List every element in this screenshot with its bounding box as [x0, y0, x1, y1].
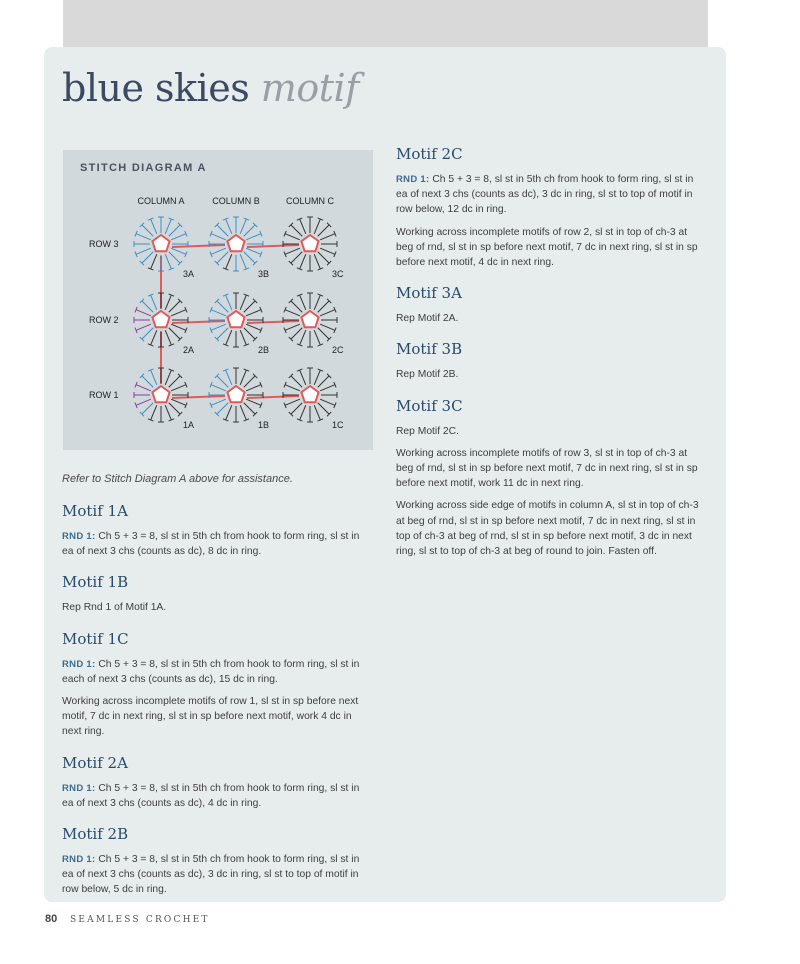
stitch-mark — [318, 376, 329, 387]
motif-label: 3A — [183, 269, 195, 279]
stitch-mark — [142, 301, 153, 312]
stitch-mark — [240, 254, 246, 269]
stitch-mark — [244, 328, 255, 339]
column-label: COLUMN C — [285, 196, 335, 206]
stitch-mark — [246, 385, 261, 391]
round-label: RND 1: — [62, 854, 96, 866]
instruction-text: Ch 5 + 3 = 8, sl st in 5th ch from hook to form ring, sl st in ea of next 3 chs (counts as dc), 8 dc in ring. — [62, 531, 360, 558]
row-label: ROW 3 — [89, 239, 119, 249]
stitch-mark — [320, 234, 335, 240]
instructions-right-column — [396, 144, 706, 572]
stitch-mark — [151, 370, 157, 385]
stitch-mark — [142, 225, 153, 236]
stitch-mark — [300, 330, 306, 345]
diagram-title: STITCH DIAGRAM A — [80, 162, 207, 174]
instruction-text: Rep Motif 2C. — [396, 425, 459, 437]
motif-ring — [301, 235, 318, 251]
section-heading: Motif 1B — [62, 573, 129, 592]
stitch-mark — [142, 403, 153, 414]
stitch-mark — [165, 405, 171, 420]
instruction-paragraph — [396, 225, 706, 271]
stitch-mark — [320, 324, 335, 330]
motif-label: 1B — [258, 420, 270, 430]
stitch-mark — [226, 254, 232, 269]
stitch-mark — [314, 405, 320, 420]
stitch-mark — [171, 385, 186, 391]
motif-label: 3C — [332, 269, 344, 279]
instruction-paragraph — [396, 424, 706, 439]
stitch-mark — [151, 295, 157, 310]
page-number: 80 — [45, 913, 58, 925]
instruction-text: Working across incomplete motifs of row 1, sl st in sp before next motif, 7 dc in next ring, sl st in sp before next motif, work 4 dc in next ring. — [62, 696, 359, 738]
stitch-mark — [151, 254, 157, 269]
join-line — [247, 245, 299, 247]
stitch-mark — [171, 248, 186, 254]
join-line — [172, 245, 225, 247]
top-band — [63, 0, 708, 47]
stitch-mark — [320, 248, 335, 254]
instruction-text: Ch 5 + 3 = 8, sl st in 5th ch from hook to form ring, sl st in ea of next 3 chs (counts as dc), 3 dc in ring, sl st to top of motif in row below, 5 dc in ring. — [62, 854, 360, 896]
stitch-mark — [169, 376, 180, 387]
stitch-mark — [300, 405, 306, 420]
instruction-text: Working across incomplete motifs of row 3, sl st in top of ch-3 at beg of rnd, sl st in sp before next motif, 7 dc in next ring, sl st in sp before next motif, work 11 dc in next ring. — [396, 447, 698, 490]
section-heading: Motif 2A — [62, 753, 128, 772]
stitch-mark — [314, 370, 320, 385]
stitch-mark — [211, 310, 226, 316]
join-line — [172, 396, 225, 398]
stitch-mark — [314, 330, 320, 345]
stitch-mark — [165, 254, 171, 269]
stitch-mark — [169, 252, 180, 263]
stitch-mark — [171, 234, 186, 240]
stitch-mark — [244, 376, 255, 387]
instruction-paragraph — [62, 657, 372, 687]
stitch-mark — [300, 219, 306, 234]
motif-ring — [152, 235, 169, 251]
stitch-mark — [151, 330, 157, 345]
motif-ring — [301, 386, 318, 402]
stitch-mark — [244, 225, 255, 236]
instruction-text: Ch 5 + 3 = 8, sl st in 5th ch from hook to form ring, sl st in each of next 3 chs (counts as dc), 15 dc in ring. — [62, 658, 360, 685]
stitch-mark — [136, 324, 151, 330]
stitch-mark — [136, 399, 151, 405]
stitch-mark — [211, 248, 226, 254]
stitch-mark — [171, 310, 186, 316]
instruction-paragraph — [396, 367, 706, 382]
instruction-paragraph — [396, 446, 706, 492]
instruction-text: Ch 5 + 3 = 8, sl st in 5th ch from hook to form ring, sl st in ea of next 3 chs (counts as dc), 3 dc in ring, sl st to top of motif in row below, 12 dc in ring. — [396, 174, 694, 216]
stitch-mark — [136, 385, 151, 391]
stitch-mark — [171, 324, 186, 330]
stitch-mark — [285, 310, 300, 316]
stitch-mark — [300, 295, 306, 310]
stitch-mark — [211, 399, 226, 405]
motif-ring — [227, 235, 244, 251]
stitch-mark — [226, 370, 232, 385]
join-line — [247, 321, 299, 323]
stitch-mark — [217, 225, 228, 236]
stitch-mark — [169, 403, 180, 414]
instruction-text: Rep Motif 2B. — [396, 369, 459, 381]
stitch-mark — [285, 399, 300, 405]
instruction-paragraph — [396, 172, 706, 218]
stitch-mark — [246, 310, 261, 316]
instruction-text: Rep Motif 2A. — [396, 313, 459, 325]
section-heading: Motif 3A — [396, 284, 462, 303]
stitch-mark — [240, 219, 246, 234]
stitch-mark — [314, 254, 320, 269]
row-label: ROW 2 — [89, 315, 119, 325]
round-label: RND 1: — [396, 174, 430, 185]
stitch-mark — [136, 234, 151, 240]
instruction-paragraph — [62, 600, 372, 615]
stitch-mark — [318, 328, 329, 339]
stitch-mark — [240, 330, 246, 345]
stitch-mark — [246, 234, 261, 240]
instruction-paragraph — [62, 694, 372, 740]
stitch-mark — [320, 310, 335, 316]
join-line — [172, 321, 225, 323]
stitch-mark — [291, 225, 302, 236]
stitch-mark — [165, 330, 171, 345]
section-heading: Motif 2C — [396, 145, 463, 163]
stitch-mark — [285, 234, 300, 240]
stitch-mark — [320, 385, 335, 391]
stitch-mark — [285, 248, 300, 254]
stitch-mark — [246, 324, 261, 330]
stitch-mark — [211, 385, 226, 391]
motif-ring — [152, 311, 169, 327]
stitch-mark — [165, 295, 171, 310]
stitch-mark — [240, 405, 246, 420]
instruction-paragraph — [62, 529, 372, 559]
section-heading: Motif 2B — [62, 825, 129, 844]
motif-label: 3B — [258, 269, 270, 279]
stitch-mark — [217, 301, 228, 312]
stitch-mark — [217, 403, 228, 414]
motif-label: 1C — [332, 420, 344, 430]
motif-ring — [301, 311, 318, 327]
column-label: COLUMN A — [137, 196, 185, 206]
stitch-mark — [169, 328, 180, 339]
stitch-mark — [151, 405, 157, 420]
stitch-mark — [244, 403, 255, 414]
diagram-note: Refer to Stitch Diagram A above for assistance. — [62, 473, 293, 485]
stitch-mark — [171, 399, 186, 405]
row-label: ROW 1 — [89, 390, 119, 400]
stitch-mark — [151, 219, 157, 234]
instruction-text: Working across side edge of motifs in column A, sl st in top of ch-3 at beg of rnd, sl st in sp before next motif, 7 dc in next ring, sl st in top of ch-3 at beg of rnd, sl st in sp before next motif, 3 dc in next ring, sl st to top of ch-3 at beg of round to join. Fasten off. — [396, 500, 699, 558]
stitch-mark — [291, 252, 302, 263]
stitch-mark — [165, 370, 171, 385]
motif-ring — [152, 386, 169, 402]
stitch-mark — [211, 324, 226, 330]
stitch-mark — [320, 399, 335, 405]
page-title — [62, 66, 359, 110]
stitch-mark — [285, 385, 300, 391]
motif-ring — [227, 311, 244, 327]
stitch-mark — [285, 324, 300, 330]
stitch-mark — [291, 328, 302, 339]
instruction-paragraph — [396, 498, 706, 559]
stitch-mark — [136, 310, 151, 316]
section-heading: Motif 1A — [62, 502, 128, 520]
stitch-mark — [314, 295, 320, 310]
instruction-text: Ch 5 + 3 = 8, sl st in 5th ch from hook to form ring, sl st in ea of next 3 chs (counts as dc), 4 dc in ring. — [62, 782, 360, 809]
stitch-mark — [314, 219, 320, 234]
stitch-mark — [226, 330, 232, 345]
stitch-mark — [142, 376, 153, 387]
instructions-left-column — [62, 472, 372, 911]
stitch-mark — [318, 225, 329, 236]
motif-label: 2C — [332, 345, 344, 355]
motif-label: 1A — [183, 420, 195, 430]
motif-label: 2B — [258, 345, 270, 355]
stitch-mark — [226, 405, 232, 420]
diagram-drawing — [63, 150, 373, 450]
instruction-paragraph — [62, 781, 372, 811]
stitch-mark — [136, 248, 151, 254]
stitch-mark — [246, 248, 261, 254]
round-label: RND 1: — [62, 658, 96, 670]
stitch-mark — [240, 370, 246, 385]
section-heading: Motif 3C — [396, 396, 463, 415]
instruction-paragraph — [396, 311, 706, 326]
stitch-mark — [217, 252, 228, 263]
stitch-diagram — [63, 150, 373, 450]
stitch-mark — [244, 252, 255, 263]
instruction-text: Working across incomplete motifs of row 2, sl st in top of ch-3 at beg of rnd, sl st in sp before next motif, 7 dc in next ring, sl st in sp before next motif, 4 dc in next ring. — [396, 226, 698, 269]
round-label: RND 1: — [62, 782, 96, 794]
stitch-mark — [318, 301, 329, 312]
motif-ring — [227, 386, 244, 402]
title-main: blue skies — [62, 66, 250, 110]
stitch-mark — [217, 328, 228, 339]
stitch-mark — [244, 301, 255, 312]
stitch-mark — [291, 403, 302, 414]
section-heading: Motif 1C — [62, 629, 129, 648]
stitch-mark — [240, 295, 246, 310]
stitch-mark — [169, 301, 180, 312]
stitch-mark — [142, 252, 153, 263]
stitch-mark — [142, 328, 153, 339]
section-heading: Motif 3B — [396, 340, 463, 359]
stitch-mark — [318, 403, 329, 414]
stitch-mark — [217, 376, 228, 387]
stitch-mark — [300, 370, 306, 385]
stitch-mark — [211, 234, 226, 240]
stitch-mark — [246, 399, 261, 405]
book-title: SEAMLESS CROCHET — [70, 915, 210, 925]
stitch-mark — [226, 219, 232, 234]
join-line — [247, 396, 299, 398]
round-label: RND 1: — [62, 531, 96, 542]
motif-label: 2A — [183, 345, 195, 355]
stitch-mark — [291, 376, 302, 387]
stitch-mark — [300, 254, 306, 269]
title-accent: motif — [260, 66, 359, 110]
stitch-mark — [169, 225, 180, 236]
stitch-mark — [318, 252, 329, 263]
stitch-mark — [291, 301, 302, 312]
column-label: COLUMN B — [212, 196, 260, 206]
stitch-mark — [226, 295, 232, 310]
page-footer — [45, 913, 210, 925]
instruction-text: Rep Rnd 1 of Motif 1A. — [62, 602, 167, 614]
instruction-paragraph — [62, 852, 372, 898]
stitch-mark — [165, 219, 171, 234]
